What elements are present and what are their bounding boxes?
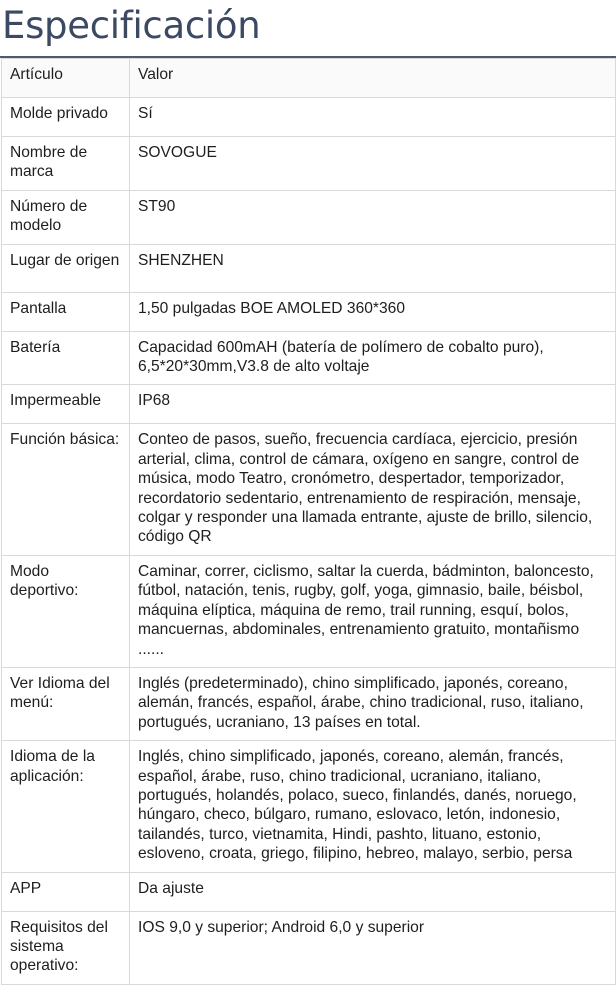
value-cell: Inglés (predeterminado), chino simplificado, japonés, coreano, alemán, francés, español, árabe, chino tradicional, ruso, italiano, portugués, ucraniano, 13 países en total. [130,667,616,740]
item-cell: Requisitos del sistema operativo: [2,911,130,984]
item-cell: Nombre de marca [2,137,130,191]
table-row [2,331,616,385]
item-cell: Molde privado [2,98,130,137]
value-cell: SHENZHEN [130,244,616,292]
header-value-cell: Valor [130,59,616,98]
value-cell: Capacidad 600mAH (batería de polímero de cobalto puro), 6,5*20*30mm,V3.8 de alto voltaje [130,331,616,385]
value-cell: Sí [130,98,616,137]
table-row [2,555,616,667]
item-cell: Ver Idioma del menú: [2,667,130,740]
value-cell: 1,50 pulgadas BOE AMOLED 360*360 [130,292,616,331]
table-row [2,98,616,137]
item-cell: Pantalla [2,292,130,331]
specification-table [1,58,616,985]
value-cell: SOVOGUE [130,137,616,191]
page-title: Especificación [2,4,261,47]
value-cell: Conteo de pasos, sueño, frecuencia cardíaca, ejercicio, presión arterial, clima, control de cámara, oxígeno en sangre, control de música, modo Teatro, cronómetro, despertador, temporizador, recordatorio sedentario, entrenamiento de respiración, mensaje, colgar y responder una llamada entrante, ajuste de brillo, silencio, código QR [130,424,616,555]
table-row [2,667,616,740]
item-cell: Idioma de la aplicación: [2,741,130,872]
table-header-row [2,59,616,98]
item-cell: Modo deportivo: [2,555,130,667]
item-cell: Lugar de origen [2,244,130,292]
header-item-cell: Artículo [2,59,130,98]
table-row [2,385,616,424]
item-cell: Función básica: [2,424,130,555]
item-cell: Impermeable [2,385,130,424]
table-row [2,244,616,292]
value-cell: IP68 [130,385,616,424]
item-cell: Número de modelo [2,190,130,244]
table-row [2,741,616,872]
value-cell: IOS 9,0 y superior; Android 6,0 y superior [130,911,616,984]
table-row [2,292,616,331]
table-row [2,190,616,244]
table-row [2,872,616,911]
item-cell: Batería [2,331,130,385]
table-row [2,424,616,555]
table-row [2,911,616,984]
value-cell: Da ajuste [130,872,616,911]
item-cell: APP [2,872,130,911]
value-cell: Inglés, chino simplificado, japonés, coreano, alemán, francés, español, árabe, ruso, chino tradicional, ucraniano, italiano, portugués, holandés, polaco, sueco, finlandés, danés, noruego, húngaro, checo, búlgaro, rumano, eslovaco, letón, indonesio, tailandés, turco, vietnamita, Hindi, pashto, lituano, estonio, esloveno, croata, griego, filipino, hebreo, malayo, serbio, persa [130,741,616,872]
value-cell: Caminar, correr, ciclismo, saltar la cuerda, bádminton, baloncesto, fútbol, natación, tenis, rugby, golf, yoga, gimnasio, baile, béisbol, máquina elíptica, máquina de remo, trail running, esquí, bolos, mancuernas, abdominales, entrenamiento gratuito, montañismo ...... [130,555,616,667]
value-cell: ST90 [130,190,616,244]
table-row [2,137,616,191]
